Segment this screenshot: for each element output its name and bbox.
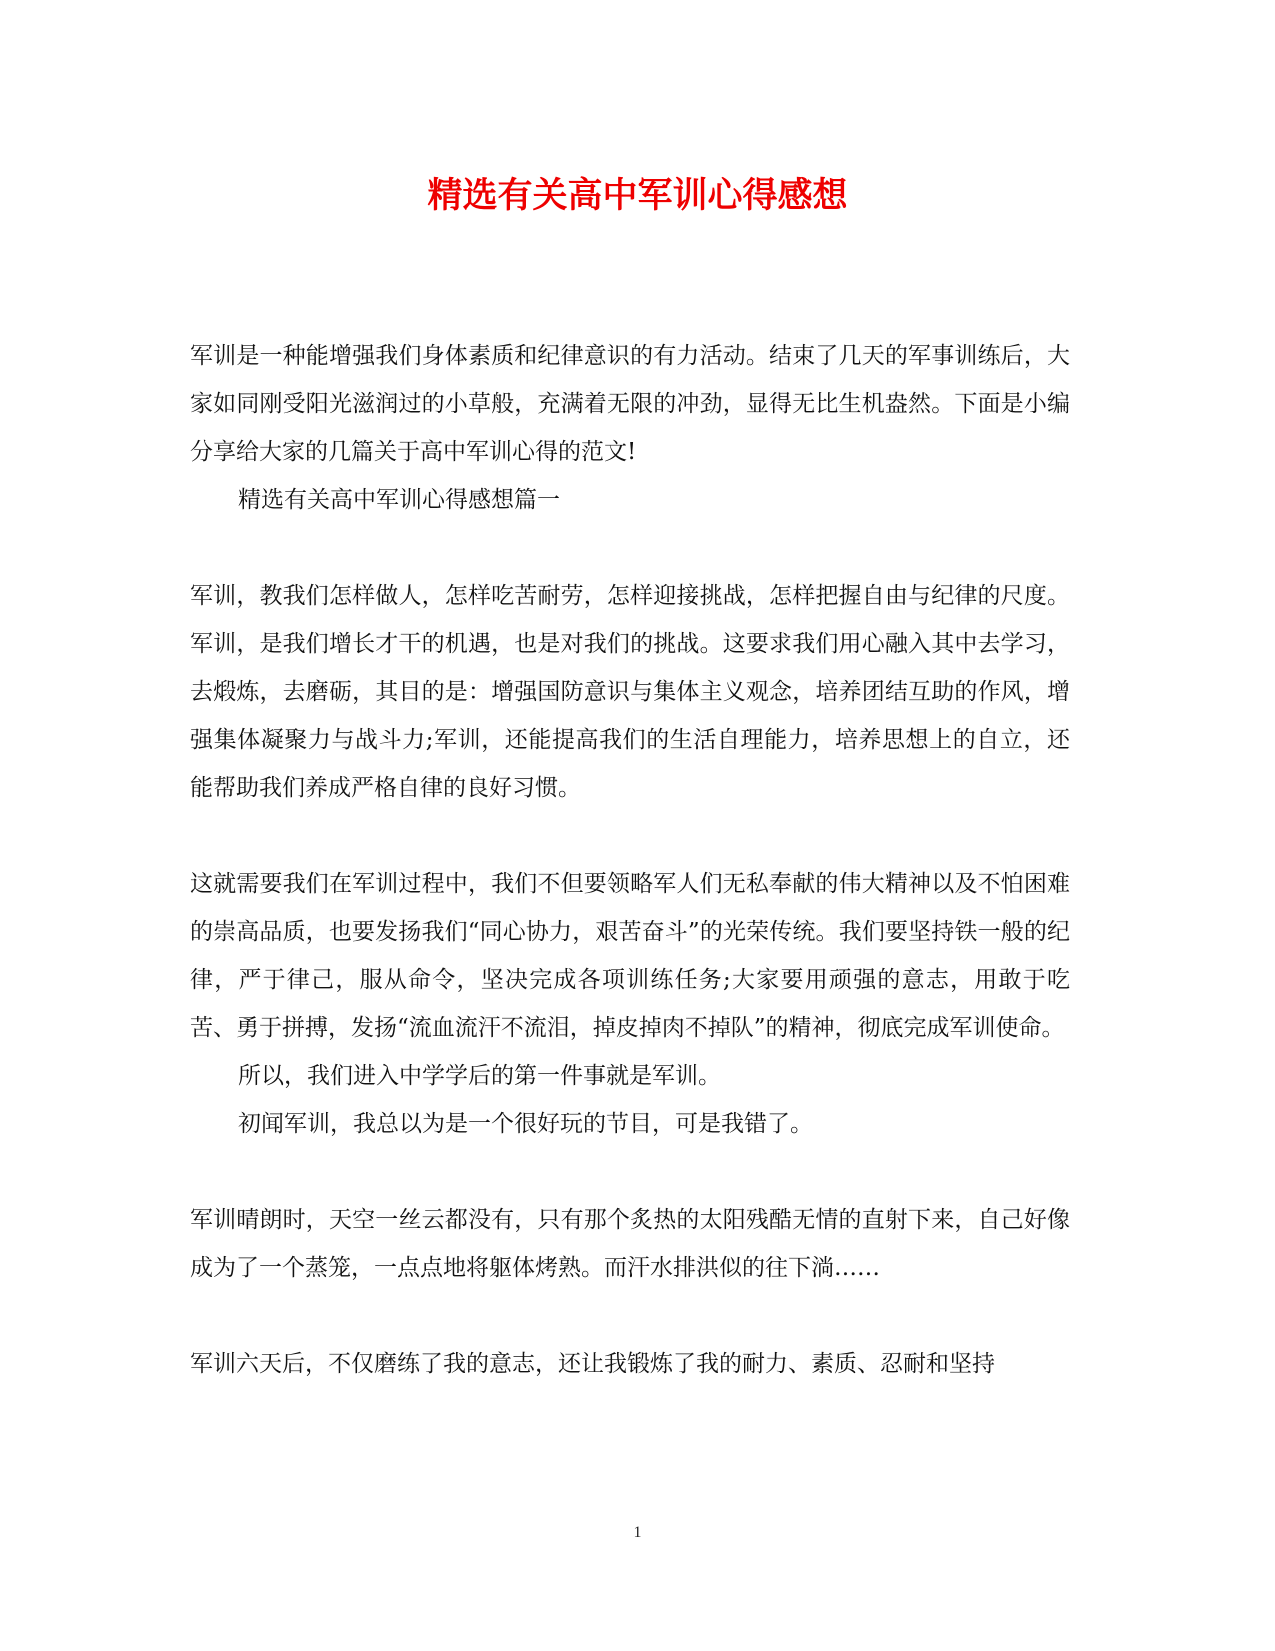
paragraph: 军训，教我们怎样做人，怎样吃苦耐劳，怎样迎接挑战，怎样把握自由与纪律的尺度。军训，是我们增长才干的机遇，也是对我们的挑战。这要求我们用心融入其中去学习，去煅炼，去磨砺，其目的是：增强国防意识与集体主义观念，培养团结互助的作风，增强集体凝聚力与战斗力;军训，还能提高我们的生活自理能力，培养思想上的自立，还能帮助我们养成严格自律的良好习惯。 [190,583,1070,801]
paragraph: 所以，我们进入中学学后的第一件事就是军训。 [238,1063,721,1089]
paragraph-gap [190,1148,1070,1196]
page-number: 1 [633,1524,642,1541]
section-heading: 精选有关高中军训心得感想篇一 [238,487,560,513]
document-body [190,332,1070,1388]
paragraph: 军训六天后，不仅磨练了我的意志，还让我锻炼了我的耐力、素质、忍耐和坚持 [190,1351,995,1377]
paragraph: 初闻军训，我总以为是一个很好玩的节目，可是我错了。 [238,1111,813,1137]
paragraph-intro: 军训是一种能增强我们身体素质和纪律意识的有力活动。结束了几天的军事训练后，大家如同刚受阳光滋润过的小草般，充满着无限的冲劲，显得无比生机盎然。下面是小编分享给大家的几篇关于高中军训心得的范文! [190,343,1070,465]
paragraph: 军训晴朗时，天空一丝云都没有，只有那个炙热的太阳残酷无情的直射下来，自己好像成为了一个蒸笼，一点点地将躯体烤熟。而汗水排洪似的往下淌…… [190,1207,1070,1281]
paragraph: 这就需要我们在军训过程中，我们不但要领略军人们无私奉献的伟大精神以及不怕困难的崇高品质，也要发扬我们“同心协力，艰苦奋斗”的光荣传统。我们要坚持铁一般的纪律，严于律己，服从命令，坚决完成各项训练任务;大家要用顽强的意志，用敢于吃苦、勇于拼搏，发扬“流血流汗不流泪，掉皮掉肉不掉队”的精神，彻底完成军训使命。 [190,871,1070,1041]
document-title: 精选有关高中军训心得感想 [427,175,848,216]
paragraph-gap [190,524,1070,572]
paragraph-gap [190,812,1070,860]
paragraph-gap [190,1292,1070,1340]
